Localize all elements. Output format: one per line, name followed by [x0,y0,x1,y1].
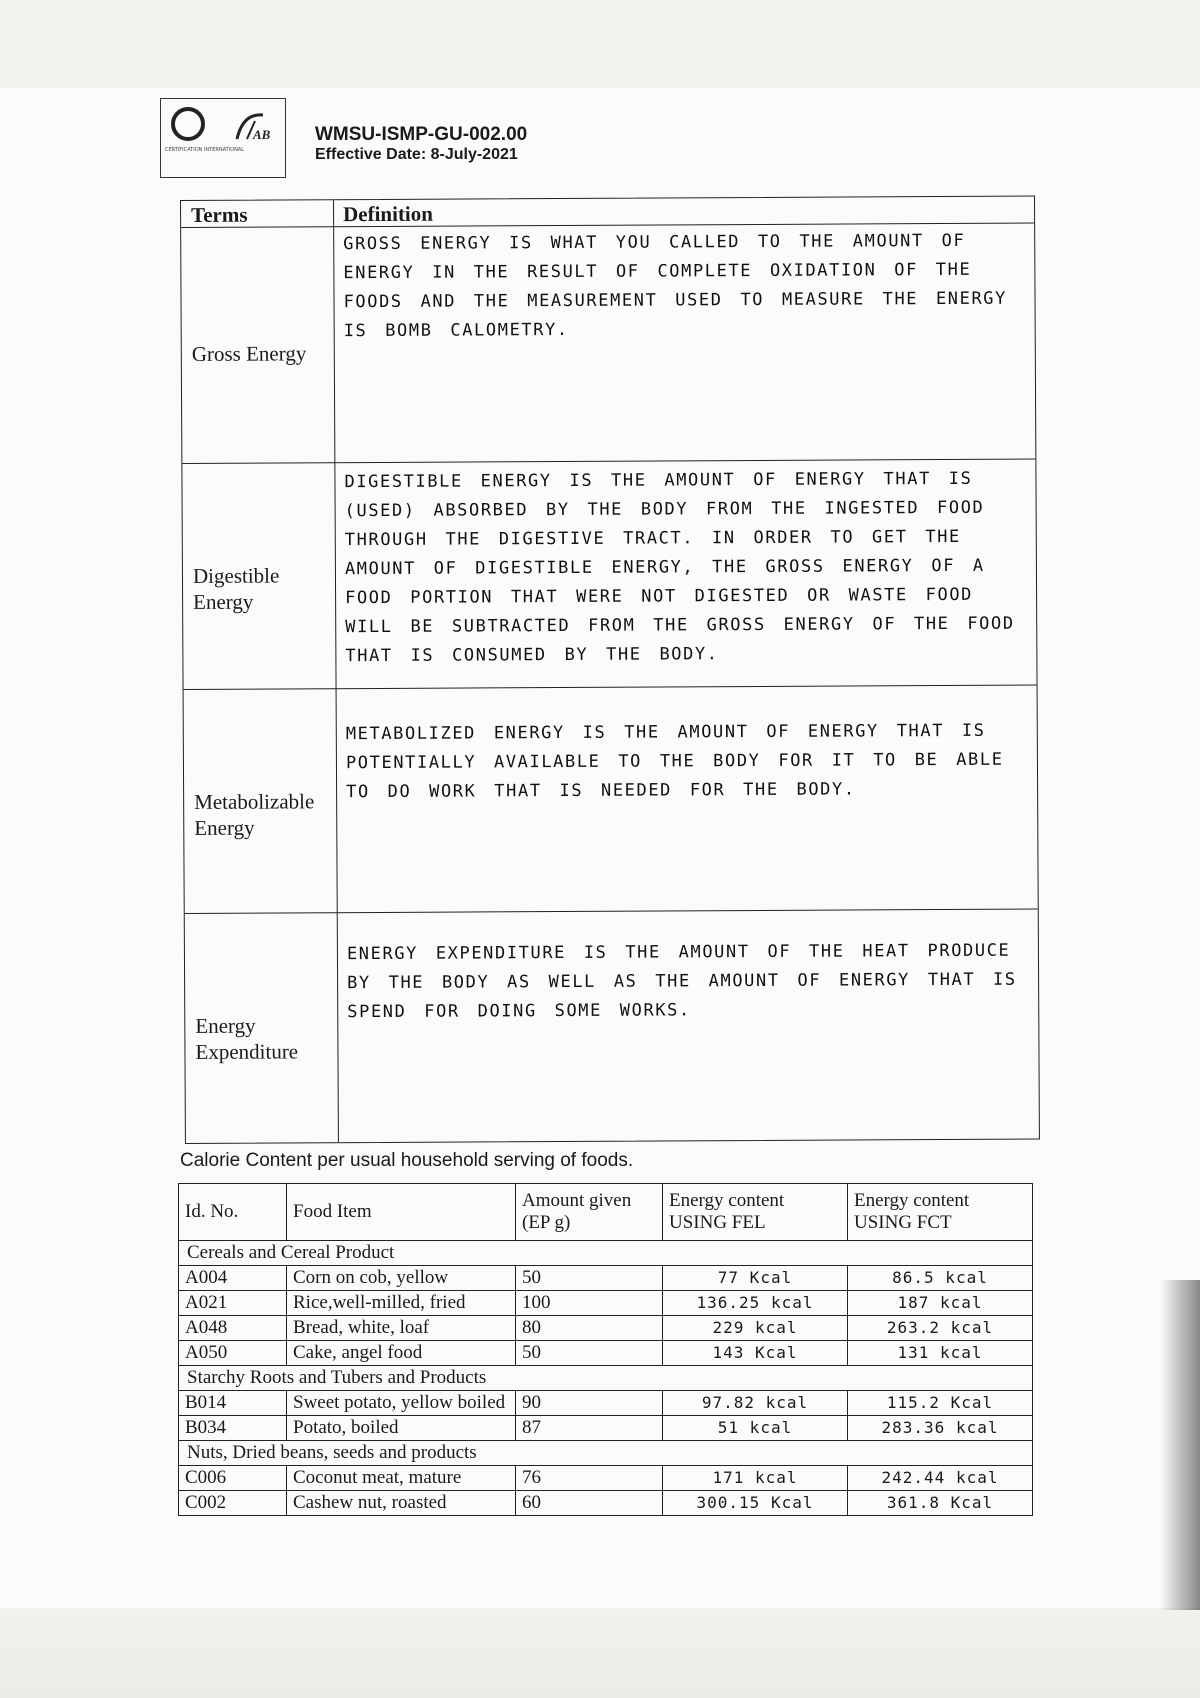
effective-date: Effective Date: 8-July-2021 [315,146,518,163]
logo-left-text: CERTIFICATION INTERNATIONAL [165,147,245,153]
table-header-row [179,1184,1033,1241]
calorie-table-caption: Calorie Content per usual household serving of foods. [180,1150,634,1171]
cell-amount: 100 [516,1291,663,1316]
cell-fel: 229 kcal [663,1316,848,1341]
terms-column-header: Terms [191,202,248,227]
category-label: Cereals and Cereal Product [179,1241,1033,1266]
cell-amount: 50 [516,1266,663,1291]
cell-fel: 77 Kcal [663,1266,848,1291]
cell-amount: 76 [516,1466,663,1491]
cell-id: B034 [179,1416,287,1441]
column-divider [333,200,339,1142]
category-label: Nuts, Dried beans, seeds and products [179,1441,1033,1466]
cell-id: B014 [179,1391,287,1416]
header-energy-fct: Energy content USING FCT [848,1184,1033,1241]
scan-bottom-margin [0,1610,1200,1698]
calorie-table [178,1183,1033,1516]
cell-food: Cake, angel food [287,1341,516,1366]
header-amount: Amount given (EP g) [516,1184,663,1241]
cell-fct: 263.2 kcal [848,1316,1033,1341]
document-code: WMSU-ISMP-GU-002.00 [315,124,528,145]
header-energy-fel: Energy content USING FEL [663,1184,848,1241]
table-row [179,1416,1033,1441]
accreditation-logo-icon [233,109,273,145]
cell-fct: 187 kcal [848,1291,1033,1316]
cell-id: A021 [179,1291,287,1316]
cell-amount: 50 [516,1341,663,1366]
cell-fct: 131 kcal [848,1341,1033,1366]
cell-fel: 136.25 kcal [663,1291,848,1316]
table-row [179,1341,1033,1366]
category-row [179,1241,1033,1266]
row-divider [184,685,1037,690]
cell-fct: 361.8 Kcal [848,1491,1033,1516]
cell-fct: 283.36 kcal [848,1416,1033,1441]
terms-table [180,196,1040,1144]
certification-logos [160,98,286,178]
header-id: Id. No. [179,1184,287,1241]
cell-id: A050 [179,1341,287,1366]
term-digestible-energy: Digestible Energy [192,563,280,614]
category-label: Starchy Roots and Tubers and Products [179,1366,1033,1391]
cell-id: A048 [179,1316,287,1341]
cell-fct: 242.44 kcal [848,1466,1033,1491]
cell-food: Sweet potato, yellow boiled [287,1391,516,1416]
header-food-item: Food Item [287,1184,516,1241]
cell-amount: 60 [516,1491,663,1516]
cell-amount: 90 [516,1391,663,1416]
cell-food: Coconut meat, mature [287,1466,516,1491]
definition-column-header: Definition [343,201,433,227]
term-energy-expenditure: Energy Expenditure [195,1013,299,1064]
cell-fel: 97.82 kcal [663,1391,848,1416]
cell-fct: 115.2 Kcal [848,1391,1033,1416]
logo-right-text: AB [253,127,271,142]
row-divider [182,459,1035,464]
cell-amount: 80 [516,1316,663,1341]
table-row [179,1266,1033,1291]
row-divider [185,909,1038,914]
cell-fel: 51 kcal [663,1416,848,1441]
category-row [179,1441,1033,1466]
term-metabolizable-energy: Metabolizable Energy [194,789,315,840]
definition-energy-expenditure: ENERGY EXPENDITURE IS THE AMOUNT OF THE HEAT PRODUCE BY THE BODY AS WELL AS THE AMOUNT OF ENERGY THAT IS SPEND FOR DOING SOME WORKS. [346,940,1017,1023]
cell-fel: 171 kcal [663,1466,848,1491]
certification-logo-icon [171,107,205,141]
cell-id: C002 [179,1491,287,1516]
term-gross-energy: Gross Energy [191,341,307,366]
cell-food: Corn on cob, yellow [287,1266,516,1291]
table-row [179,1466,1033,1491]
table-row [179,1391,1033,1416]
cell-fel: 300.15 Kcal [663,1491,848,1516]
table-row [179,1316,1033,1341]
definition-gross-energy: GROSS ENERGY IS WHAT YOU CALLED TO THE AMOUNT OF ENERGY IN THE RESULT OF COMPLETE OXIDATION OF THE FOODS AND THE MEASUREMENT USED TO MEASURE THE ENERGY IS BOMB CALOMETRY. [343,230,1008,342]
cell-id: C006 [179,1466,287,1491]
definition-metabolizable-energy: METABOLIZED ENERGY IS THE AMOUNT OF ENERGY THAT IS POTENTIALLY AVAILABLE TO THE BODY FOR IT TO BE ABLE TO DO WORK THAT IS NEEDED FOR THE BODY. [345,720,1004,803]
scan-shadow [1160,1280,1200,1610]
category-row [179,1366,1033,1391]
table-row [179,1291,1033,1316]
cell-fct: 86.5 kcal [848,1266,1033,1291]
cell-food: Potato, boiled [287,1416,516,1441]
cell-food: Bread, white, loaf [287,1316,516,1341]
cell-id: A004 [179,1266,287,1291]
cell-food: Cashew nut, roasted [287,1491,516,1516]
cell-amount: 87 [516,1416,663,1441]
table-row [179,1491,1033,1516]
cell-fel: 143 Kcal [663,1341,848,1366]
definition-digestible-energy: DIGESTIBLE ENERGY IS THE AMOUNT OF ENERGY THAT IS (USED) ABSORBED BY THE BODY FROM THE INGESTED FOOD THROUGH THE DIGESTIVE TRACT. IN ORDER TO GET THE AMOUNT OF DIGESTIBLE ENERGY, THE GROSS ENERGY OF A FOOD PORTION THAT WERE NOT DIGESTED OR WASTE FOOD WILL BE SUBTRACTED FROM THE GROSS ENERGY OF THE FOOD THAT IS CONSUMED BY THE BODY. [344,468,1015,667]
cell-food: Rice,well-milled, fried [287,1291,516,1316]
